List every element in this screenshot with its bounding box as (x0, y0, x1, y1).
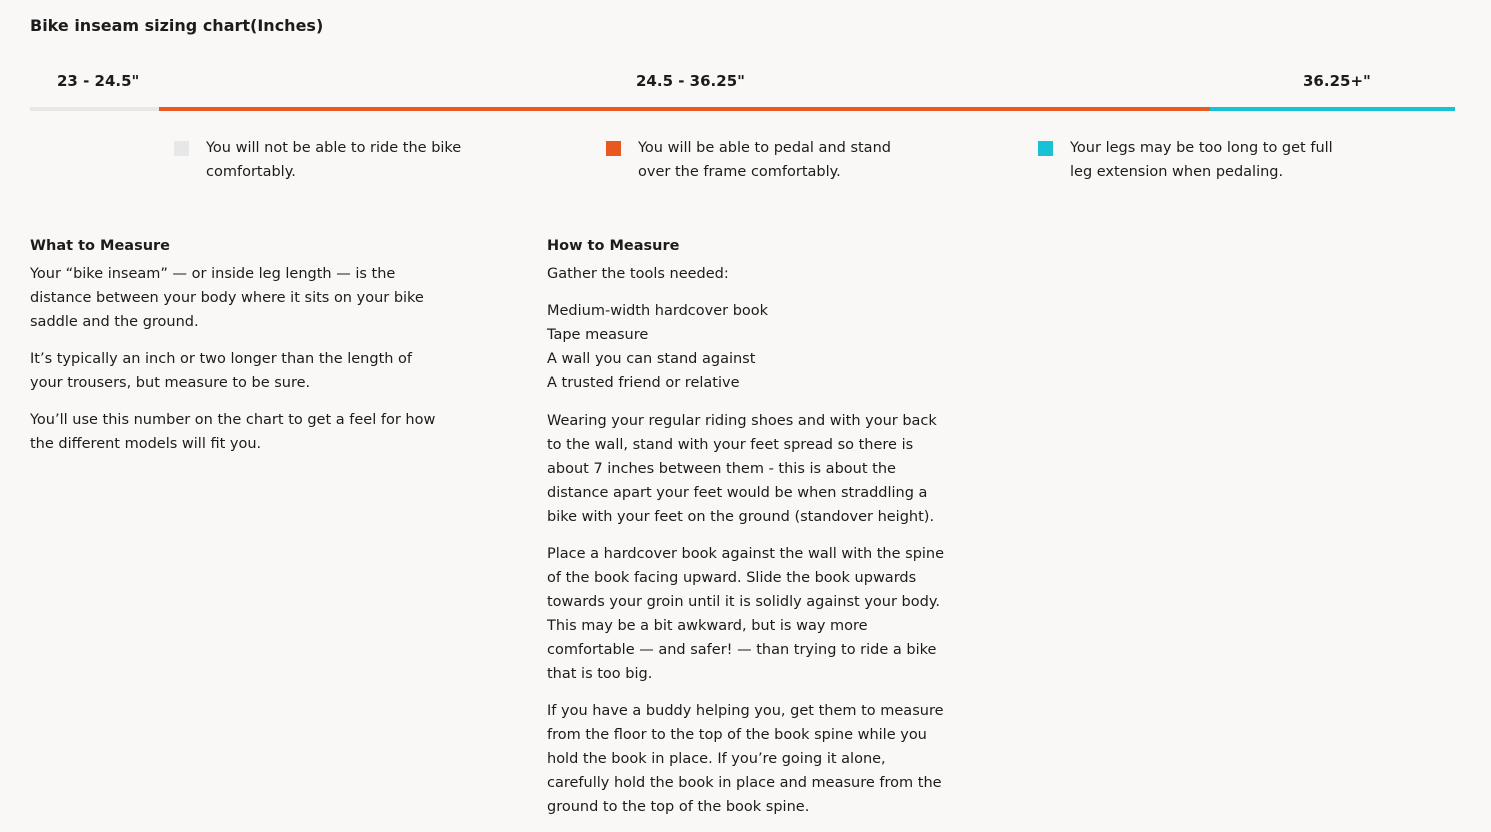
tools-list-item: Tape measure (547, 327, 649, 343)
how-to-measure-section (547, 234, 952, 832)
what-paragraph: Your “bike inseam” — or inside leg length — is the distance between your body where it sits on your bike saddle and the ground. (30, 266, 424, 330)
tools-list-item: A wall you can stand against (547, 351, 756, 367)
range-label-short: 23 - 24.5" (57, 72, 140, 90)
legend-text-fit: You will be able to pedal and stand over the frame comfortably. (638, 140, 891, 180)
chart-title: Bike inseam sizing chart(Inches) (30, 16, 324, 35)
range-bar-short (30, 107, 159, 111)
legend-item-long (1038, 136, 1350, 184)
range-bar-long (1210, 107, 1455, 111)
legend-swatch-short (174, 141, 189, 156)
legend-text-long: Your legs may be too long to get full leg extension when pedaling. (1070, 140, 1333, 180)
range-label-fit: 24.5 - 36.25" (636, 72, 745, 90)
what-to-measure-section (30, 234, 445, 469)
legend-item-fit (606, 136, 918, 184)
what-paragraph: It’s typically an inch or two longer than the length of your trousers, but measure to be sure. (30, 351, 413, 391)
tools-list-item: Medium-width hardcover book (547, 303, 769, 319)
legend-swatch-long (1038, 141, 1053, 156)
legend-text-short: You will not be able to ride the bike comfortably. (206, 140, 462, 180)
how-intro: Gather the tools needed: (547, 266, 729, 282)
tools-list (547, 299, 952, 395)
what-paragraph: You’ll use this number on the chart to get a feel for how the different models will fit you. (30, 412, 436, 452)
range-label-long: 36.25+" (1303, 72, 1371, 90)
what-to-measure-heading: What to Measure (30, 238, 171, 254)
how-to-measure-heading: How to Measure (547, 238, 680, 254)
legend-swatch-fit (606, 141, 621, 156)
how-paragraph: If you have a buddy helping you, get them to measure from the floor to the top of the book spine while you hold the book in place. If you’re going it alone, carefully hold the book in place and measure from the ground to the top of the book spine. (547, 703, 944, 815)
range-bar-fit (159, 107, 1210, 111)
how-paragraph: Wearing your regular riding shoes and with your back to the wall, stand with your feet spread so there is about 7 inches between them - this is about the distance apart your feet would be when straddling a bike with your feet on the ground (standover height). (547, 413, 937, 525)
how-paragraph: Place a hardcover book against the wall with the spine of the book facing upward. Slide the book upwards towards your groin until it is solidly against your body. This may be a bit awkward, but is way more comfortable — and safer! — than trying to ride a bike that is too big. (547, 546, 945, 682)
tools-list-item: A trusted friend or relative (547, 375, 740, 391)
legend-item-short (174, 136, 486, 184)
